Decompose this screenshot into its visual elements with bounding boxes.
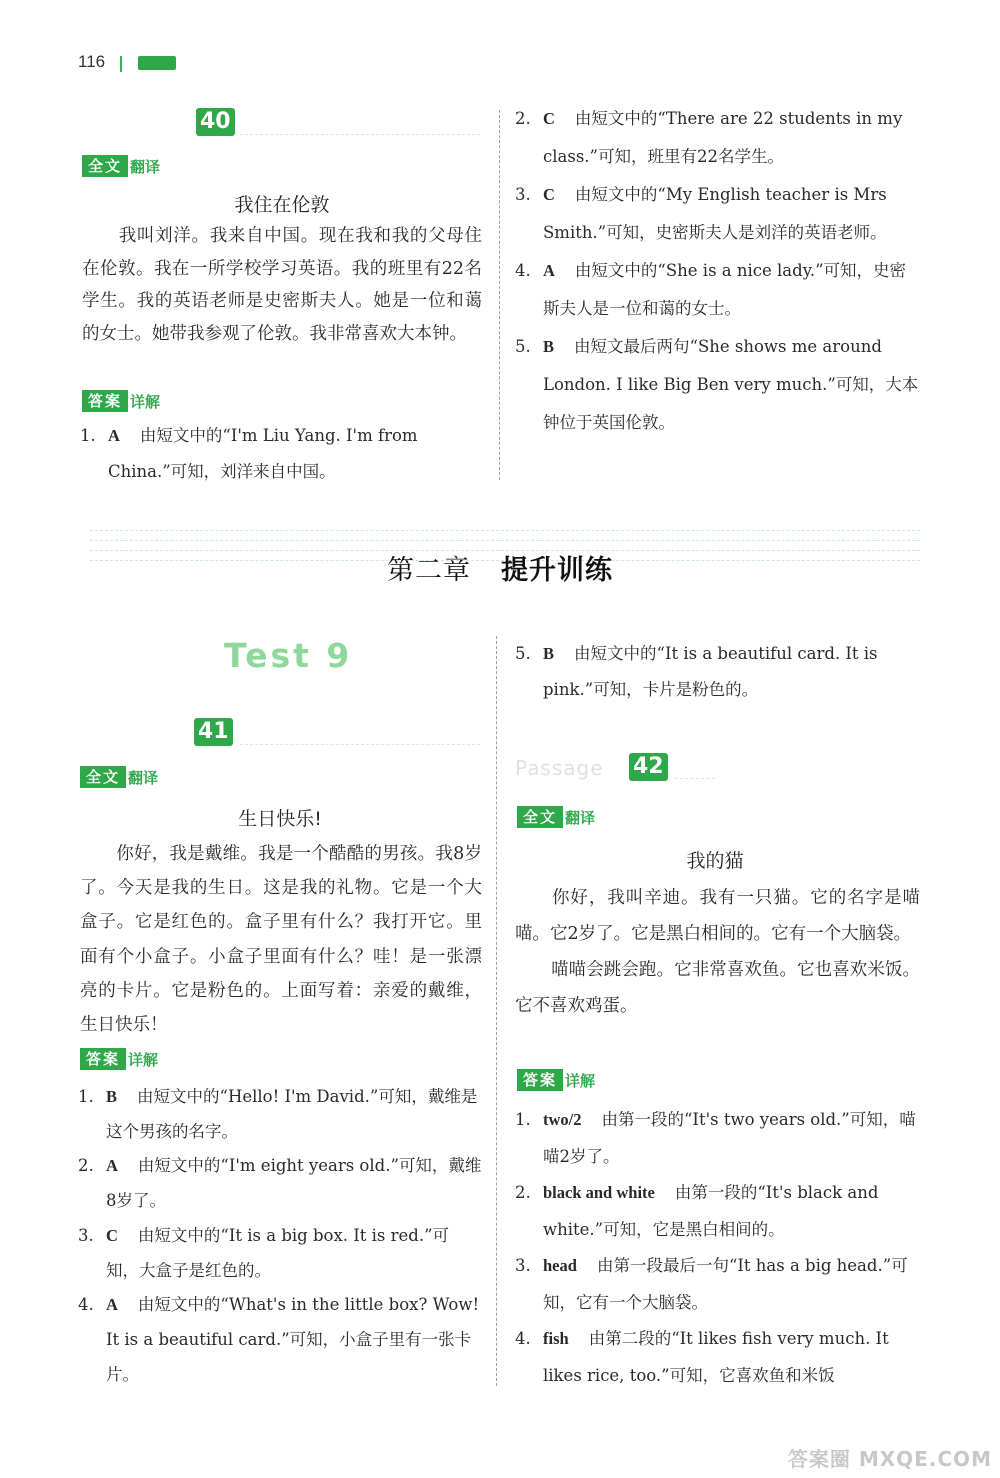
answer-letter: fish — [543, 1329, 569, 1348]
item-number: 3. — [78, 1225, 94, 1245]
passage-rule — [675, 778, 715, 779]
paragraph-text: 你好，我是戴维。我是一个酷酷的男孩。我8岁了。今天是我的生日。这是我的礼物。它是一个大盒子。它是红色的。盒子里有什么？我打开它。里面有个小盒子。小盒子里面有什么？哇！是一张漂亮的卡片。它是粉色的。上面写着：亲爱的戴维，生日快乐！ — [80, 844, 482, 1036]
answer-explanation: 由短文最后两句“She shows me around London. I like Big Ben very much.”可知，大本钟位于英国伦敦。 — [543, 337, 919, 432]
answer-letter: head — [543, 1256, 577, 1275]
answer-explanation: 由短文中的“There are 22 students in my class.”可知，班里有22名学生。 — [543, 109, 903, 166]
tag-label: 详解 — [565, 1071, 596, 1090]
answer-letter: B — [543, 337, 555, 356]
answer-explanation: 由第二段的“It likes fish very much. It likes rice, too.”可知，它喜欢鱼和米饭 — [543, 1329, 889, 1385]
passage-rule — [240, 134, 480, 135]
column-divider-bottom — [496, 636, 497, 1386]
translation-tag — [82, 155, 160, 177]
passage-word: Passage — [515, 756, 604, 780]
item-number: 5. — [515, 644, 531, 663]
item-number: 1. — [78, 1087, 94, 1106]
item-number: 5. — [515, 337, 531, 356]
answer-letter: A — [106, 1295, 118, 1315]
answer-item — [515, 1321, 920, 1394]
answer-explanation: 由短文中的“I'm eight years old.”可知，戴维8岁了。 — [106, 1156, 482, 1211]
chapter-name: 提升训练 — [501, 555, 613, 586]
answer-explanation: 由短文中的“My English teacher is Mrs Smith.”可知，史密斯夫人是刘洋的英语老师。 — [543, 185, 887, 242]
tag-label: 详解 — [130, 392, 161, 411]
answers-tag — [80, 1048, 158, 1070]
watermark: 答案圈 MXQE.COM — [787, 1447, 992, 1471]
page-number: 116 — [78, 52, 106, 71]
answer-explanation: 由短文中的“It is a beautiful card. It is pink.”可知，卡片是粉色的。 — [543, 644, 878, 699]
tag-box: 全文 — [517, 806, 563, 828]
answer-letter: B — [543, 644, 555, 663]
answer-item — [515, 252, 920, 328]
translation-paragraph — [82, 220, 482, 350]
translation-paragraph — [80, 837, 482, 1042]
answer-explanation: 由第一段最后一句“It has a big head.”可知，它有一个大脑袋。 — [543, 1256, 908, 1312]
item-number: 1. — [80, 426, 96, 445]
answer-explanation: 由第一段的“It's two years old.”可知，喵喵2岁了。 — [543, 1110, 916, 1166]
passage-title: 我住在伦敦 — [234, 194, 330, 216]
item-number: 2. — [515, 1183, 531, 1202]
item-number: 3. — [515, 185, 531, 204]
tag-box: 答案 — [82, 390, 128, 412]
passage-number-badge: 42 — [629, 753, 668, 781]
answer-letter: A — [106, 1156, 118, 1176]
answer-item — [515, 636, 920, 708]
answer-item — [80, 418, 482, 490]
answer-item — [78, 1149, 482, 1218]
answer-letter: A — [543, 261, 555, 280]
tag-box: 全文 — [82, 155, 128, 177]
answer-letter: C — [106, 1225, 118, 1245]
translation-tag — [80, 766, 158, 788]
passage-number-badge: 41 — [194, 718, 233, 746]
answers-tag — [517, 1069, 595, 1091]
chapter-number: 第二章 — [387, 555, 471, 586]
tag-label: 翻译 — [128, 768, 159, 787]
item-number: 1. — [515, 1110, 531, 1129]
answer-explanation: 由短文中的“Hello! I'm David.”可知，戴维是这个男孩的名字。 — [106, 1087, 478, 1141]
tag-label: 翻译 — [130, 157, 161, 176]
answer-item — [78, 1288, 482, 1392]
answer-list — [515, 1102, 920, 1394]
answer-item — [515, 100, 920, 176]
answer-item — [515, 1248, 920, 1321]
answer-item — [515, 176, 920, 252]
answer-explanation: 由短文中的“It is a big box. It is red.”可知，大盒子是红色的。 — [106, 1225, 450, 1280]
passage-title: 生日快乐! — [238, 808, 322, 830]
test-title: Test 9 — [224, 636, 353, 675]
answer-item — [515, 1102, 920, 1175]
item-number: 3. — [515, 1256, 531, 1275]
item-number: 4. — [78, 1295, 94, 1315]
answer-explanation: 由短文中的“What's in the little box? Wow! It is a beautiful card.”可知，小盒子里有一张卡片。 — [106, 1295, 480, 1384]
answer-explanation: 由短文中的“She is a nice lady.”可知，史密斯夫人是一位和蔼的女士。 — [543, 261, 907, 318]
column-divider-top — [499, 110, 500, 480]
passage-number-badge: 40 — [196, 108, 235, 136]
tag-box: 答案 — [517, 1069, 563, 1091]
chapter-heading — [0, 548, 1000, 587]
paragraph-text: 我叫刘洋。我来自中国。现在我和我的父母住在伦敦。我在一所学校学习英语。我的班里有22名学生。我的英语老师是史密斯夫人。她是一位和蔼的女士。她带我参观了伦敦。我非常喜欢大本钟。 — [82, 226, 482, 344]
tag-label: 详解 — [128, 1050, 159, 1069]
tag-box: 全文 — [80, 766, 126, 788]
answer-item — [78, 1080, 482, 1149]
passage-rule — [240, 744, 480, 745]
answer-list — [78, 1080, 482, 1392]
answers-tag — [82, 390, 160, 412]
answer-letter: A — [108, 426, 120, 445]
answer-letter: C — [543, 109, 555, 128]
answer-explanation: 由第一段的“It's black and white.”可知，它是黑白相间的。 — [543, 1183, 879, 1239]
answer-list — [80, 418, 482, 490]
answer-letter: two/2 — [543, 1110, 582, 1129]
answer-list — [515, 636, 920, 708]
paragraph-text: 喵喵会跳会跑。它非常喜欢鱼。它也喜欢米饭。它不喜欢鸡蛋。 — [515, 960, 920, 1016]
header-divider — [120, 56, 122, 72]
answer-item — [515, 1175, 920, 1248]
paragraph-text: 你好，我叫辛迪。我有一只猫。它的名字是喵喵。它2岁了。它是黑白相间的。它有一个大脑袋。 — [515, 888, 920, 944]
item-number: 2. — [78, 1156, 94, 1176]
answer-item — [515, 328, 920, 442]
item-number: 4. — [515, 261, 531, 280]
item-number: 4. — [515, 1329, 531, 1348]
answer-explanation: 由短文中的“I'm Liu Yang. I'm from China.”可知，刘洋来自中国。 — [108, 426, 418, 481]
tag-label: 翻译 — [565, 808, 596, 827]
answer-letter: C — [543, 185, 555, 204]
item-number: 2. — [515, 109, 531, 128]
answer-list — [515, 100, 920, 442]
translation-tag — [517, 806, 595, 828]
passage-title: 我的猫 — [686, 850, 744, 872]
answer-letter: black and white — [543, 1183, 655, 1202]
answer-letter: B — [106, 1087, 118, 1106]
brand-logo — [138, 56, 176, 70]
translation-paragraph — [515, 880, 920, 1024]
tag-box: 答案 — [80, 1048, 126, 1070]
answer-item — [78, 1219, 482, 1288]
